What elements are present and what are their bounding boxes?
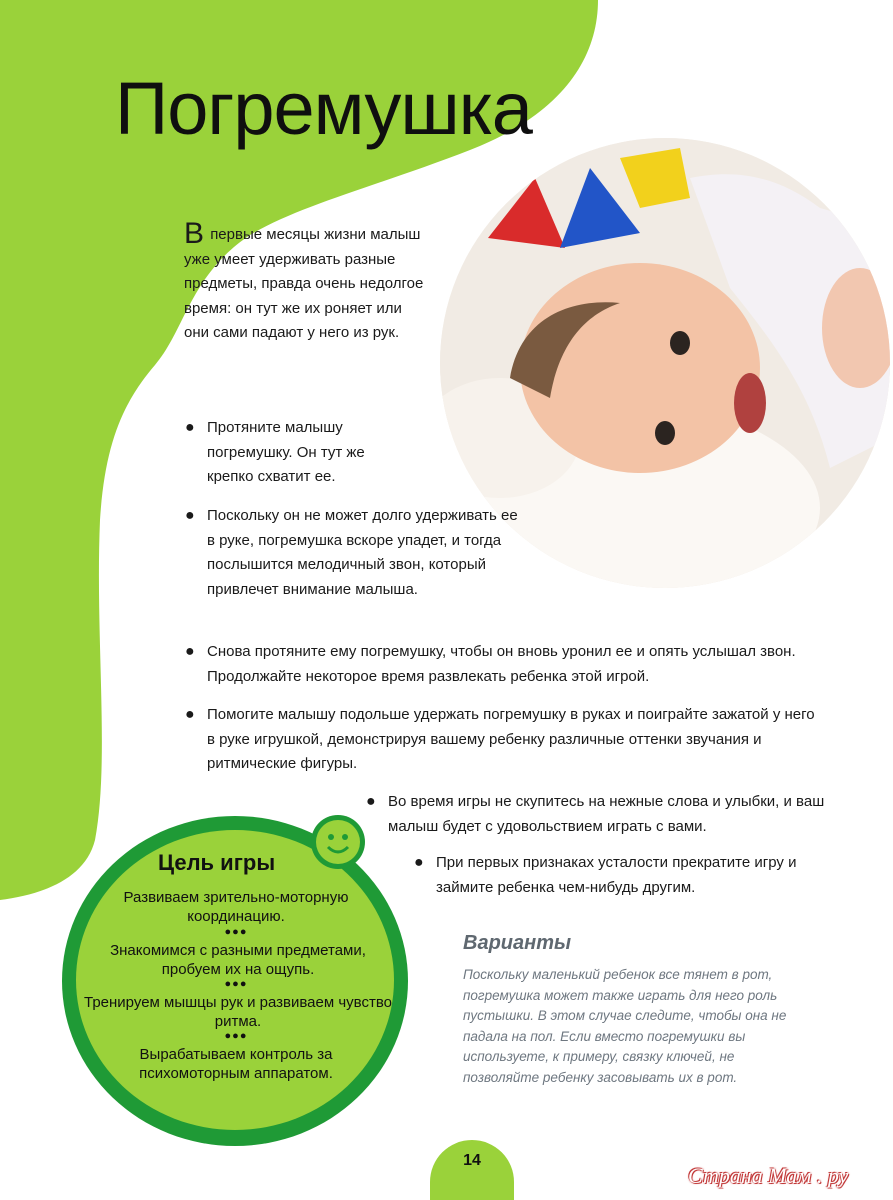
variants-text: Поскольку маленький ребенок все тянет в рот, погремушка может также играть для него роль пустышки. В этом случае следите, чтобы она не падала на пол. Если вместо погремушки вы используете, к примеру, связку ключей, не позволяйте ребенку засовывать их в рот. — [463, 967, 787, 1085]
smiley-icon — [311, 815, 365, 869]
bullet-dot-icon: ● — [414, 854, 424, 871]
bullet-text: Снова протяните ему погремушку, чтобы он вновь уронил ее и опять услышал звон. Продолжайте некоторое время развлекать ребенка этой игрой. — [207, 643, 796, 685]
goal-title: Цель игры — [158, 850, 276, 875]
intro-paragraph — [184, 217, 424, 346]
bullet-dot-icon: ● — [185, 706, 195, 723]
bullet-item-4 — [185, 703, 817, 777]
watermark: Страна Мам . ру — [688, 1163, 849, 1188]
bullet-item-1 — [185, 416, 397, 490]
variants-title: Варианты — [463, 932, 572, 954]
bullet-text: Протяните малышу погремушку. Он тут же крепко схватит ее. — [207, 419, 365, 485]
goal-item-1: Развиваем зрительно-моторную координацию. — [123, 889, 349, 925]
bullet-text: Помогите малышу подольше удержать погремушку в руках и поиграйте зажатой у него в руке игрушкой, демонстрируя вашему ребенку различные оттенки звучания и ритмические фигуры. — [207, 706, 815, 772]
bullet-item-3 — [185, 640, 837, 689]
goal-item-3: Тренируем мышцы рук и развиваем чувство ритма. — [84, 994, 392, 1030]
page-title: Погремушка — [115, 67, 532, 150]
bullet-dot-icon: ● — [185, 419, 195, 436]
bullet-item-2 — [185, 504, 527, 602]
goal-separator: ●●● — [224, 978, 248, 990]
bullet-text: Поскольку он не может долго удерживать ее в руке, погремушка вскоре упадет, и тогда послышится мелодичный звон, который привлечет внимание малыша. — [207, 507, 518, 598]
bullet-text: При первых признаках усталости прекратите игру и займите ребенка чем-нибудь другим. — [436, 854, 797, 896]
goal-item-2: Знакомимся с разными предметами, пробуем их на ощупь. — [110, 942, 366, 978]
intro-dropcap: В — [184, 217, 205, 250]
bullet-dot-icon: ● — [366, 793, 376, 810]
page-number: 14 — [463, 1152, 481, 1169]
goal-separator: ●●● — [224, 926, 248, 938]
bullet-item-6 — [414, 851, 846, 900]
intro-text: первые месяцы жизни малыш уже умеет удерживать разные предметы, правда очень недолгое время: он тут же их роняет или они сами падают у него из рук. — [184, 226, 424, 341]
bullet-dot-icon: ● — [185, 507, 195, 524]
bullet-text: Во время игры не скупитесь на нежные слова и улыбки, и ваш малыш будет с удовольствием играть с вами. — [388, 793, 825, 835]
goal-separator: ●●● — [224, 1030, 248, 1042]
bullet-item-5 — [366, 790, 848, 839]
bullet-dot-icon: ● — [185, 643, 195, 660]
goal-item-4: Вырабатываем контроль за психомоторным аппаратом. — [139, 1046, 333, 1082]
